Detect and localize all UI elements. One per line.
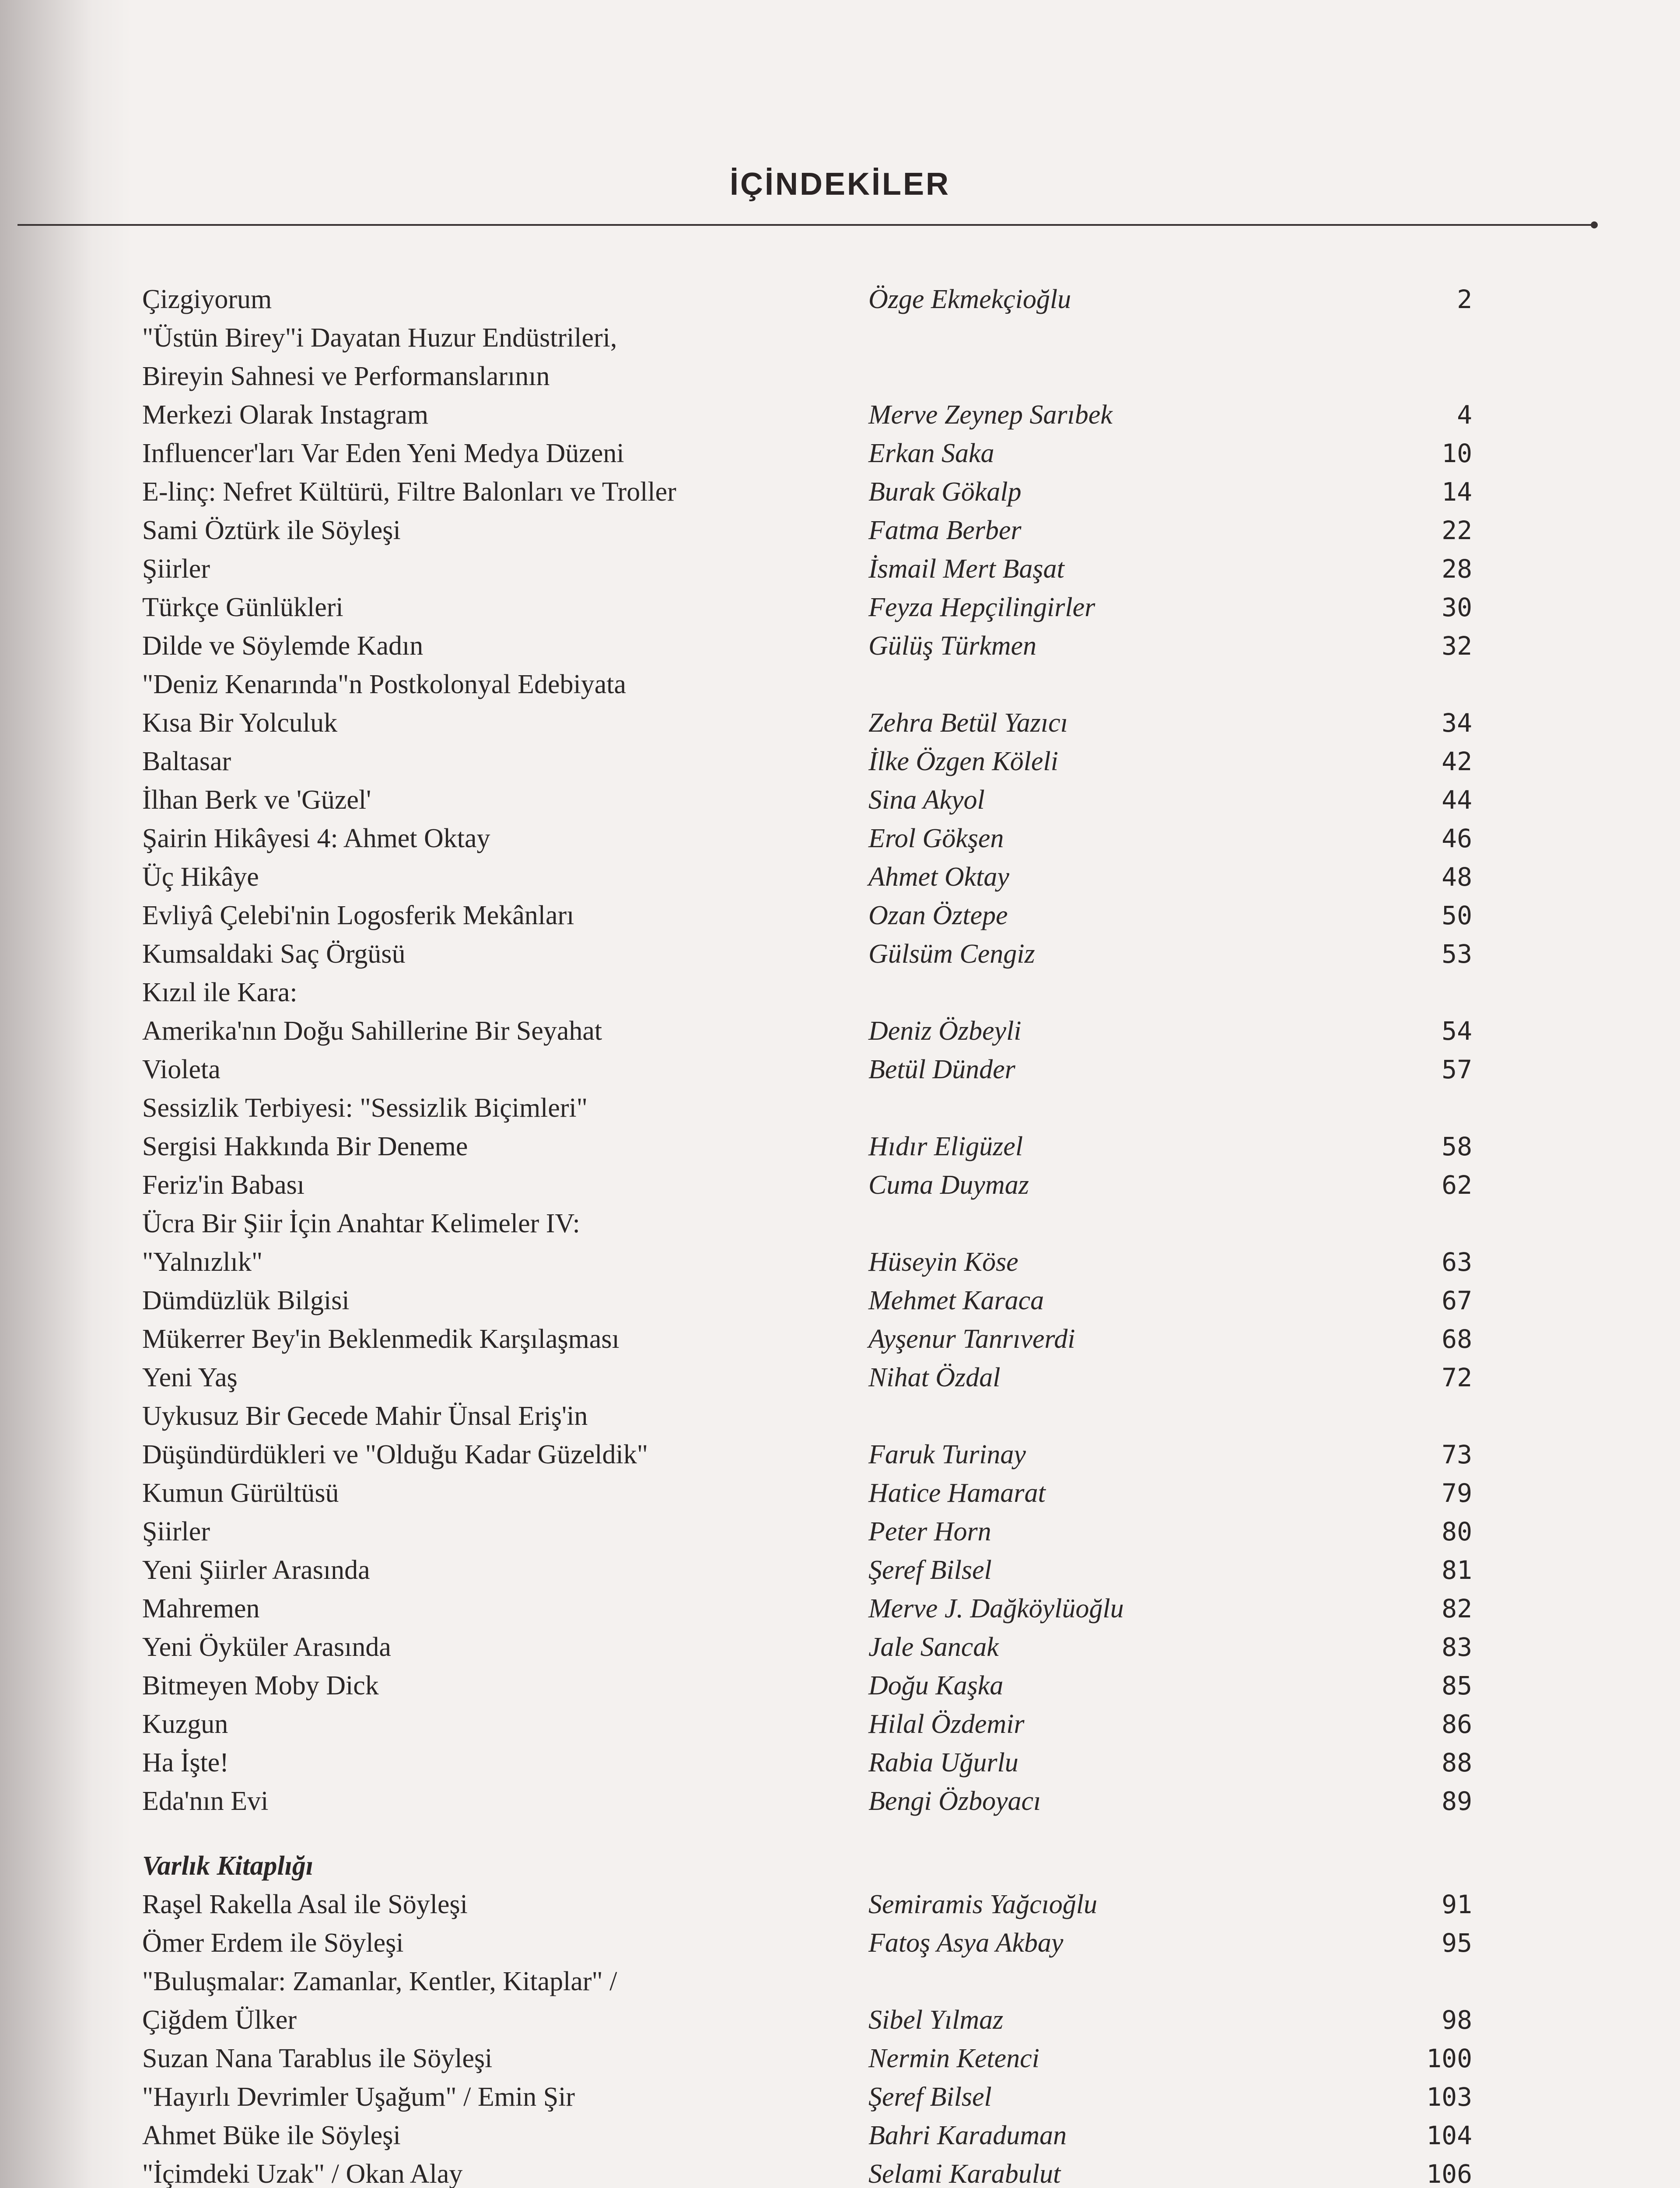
toc-entry [142, 1281, 1472, 1320]
entry-page-number: 79 [1442, 1478, 1472, 1508]
entry-page-number: 103 [1426, 2082, 1472, 2112]
entry-title: E-linç: Nefret Kültürü, Filtre Balonları ve Troller [142, 477, 676, 507]
entry-title: Eda'nın Evi [142, 1786, 269, 1816]
toc-entry [142, 1628, 1472, 1666]
entry-author: Zehra Betül Yazıcı [868, 708, 1068, 738]
entry-author: Semiramis Yağcıoğlu [868, 1890, 1098, 1919]
toc-entry [142, 2078, 1472, 2116]
toc-entry [142, 1782, 1472, 1820]
toc-entry [142, 627, 1472, 665]
entry-author: Sibel Yılmaz [868, 2005, 1004, 2035]
toc-entry [142, 1127, 1472, 1166]
entry-title: Suzan Nana Tarablus ile Söyleşi [142, 2044, 493, 2073]
entry-page-number: 100 [1426, 2044, 1472, 2073]
entry-title: Ha İşte! [142, 1748, 229, 1778]
toc-entry [142, 858, 1472, 896]
toc-entry [142, 1589, 1472, 1628]
entry-author: Erkan Saka [868, 438, 994, 468]
entry-page-number: 88 [1442, 1748, 1472, 1778]
entry-author: Cuma Duymaz [868, 1170, 1029, 1200]
toc-entry [142, 550, 1472, 588]
title-divider [18, 224, 1592, 226]
entry-title: "İçimdeki Uzak" / Okan Alay [142, 2159, 463, 2188]
entry-author: Ozan Öztepe [868, 901, 1008, 930]
entry-author: Rabia Uğurlu [868, 1748, 1018, 1778]
toc-entry [142, 2116, 1472, 2155]
toc-entry [142, 781, 1472, 819]
entry-page-number: 89 [1442, 1786, 1472, 1816]
toc-entry [142, 1243, 1472, 1281]
toc-entry [142, 1705, 1472, 1743]
toc-entry [142, 935, 1472, 973]
entry-title: Şiirler [142, 554, 210, 584]
entry-title: Yeni Yaş [142, 1363, 238, 1392]
entry-page-number: 86 [1442, 1709, 1472, 1739]
toc-entry [142, 1924, 1472, 1962]
entry-author: Fatma Berber [868, 515, 1022, 545]
entry-title: Baltasar [142, 747, 231, 776]
toc-entry [142, 396, 1472, 434]
entry-title: Merkezi Olarak Instagram [142, 400, 429, 430]
entry-author: İsmail Mert Başat [868, 554, 1064, 584]
entry-page-number: 80 [1442, 1517, 1472, 1546]
entry-page-number: 2 [1457, 284, 1472, 314]
entry-title: "Yalnızlık" [142, 1247, 263, 1277]
toc-entry [142, 1962, 1472, 2001]
toc-entry [142, 473, 1472, 511]
entry-title: İlhan Berk ve 'Güzel' [142, 785, 371, 815]
entry-page-number: 4 [1457, 400, 1472, 430]
entry-title: "Buluşmalar: Zamanlar, Kentler, Kitaplar" / [142, 1967, 617, 1996]
toc-entry [142, 1666, 1472, 1705]
entry-author: Şeref Bilsel [868, 1555, 992, 1585]
table-of-contents [142, 280, 1472, 2188]
entry-title: Düşündürdükleri ve "Olduğu Kadar Güzeldik" [142, 1440, 648, 1469]
entry-title: Mahremen [142, 1594, 260, 1623]
toc-entry [142, 1885, 1472, 1924]
toc-entry [142, 357, 1472, 396]
entry-title: Şairin Hikâyesi 4: Ahmet Oktay [142, 824, 490, 853]
entry-author: Merve J. Dağköylüoğlu [868, 1594, 1124, 1623]
entry-page-number: 44 [1442, 785, 1472, 815]
entry-title: Ücra Bir Şiir İçin Anahtar Kelimeler IV: [142, 1209, 580, 1238]
entry-author: Erol Gökşen [868, 824, 1004, 853]
entry-page-number: 22 [1442, 515, 1472, 545]
entry-title: Kısa Bir Yolculuk [142, 708, 338, 738]
entry-author: Bengi Özboyacı [868, 1786, 1041, 1816]
entry-title: Üç Hikâye [142, 862, 259, 892]
entry-author: Ahmet Oktay [868, 862, 1009, 892]
entry-author: Gülüş Türkmen [868, 631, 1037, 661]
toc-entry [142, 434, 1472, 473]
toc-entry [142, 280, 1472, 319]
entry-author: Şeref Bilsel [868, 2082, 992, 2112]
entry-page-number: 34 [1442, 708, 1472, 738]
entry-page-number: 85 [1442, 1671, 1472, 1701]
entry-title: Ömer Erdem ile Söyleşi [142, 1928, 404, 1958]
entry-author: Hüseyin Köse [868, 1247, 1018, 1277]
section-header [142, 1820, 1472, 1885]
toc-entry [142, 1358, 1472, 1397]
entry-title: Şiirler [142, 1517, 210, 1546]
entry-author: Feyza Hepçilingirler [868, 593, 1096, 622]
entry-title: Influencer'ları Var Eden Yeni Medya Düzeni [142, 438, 624, 468]
entry-author: Deniz Özbeyli [868, 1016, 1022, 1046]
entry-title: Sergisi Hakkında Bir Deneme [142, 1132, 468, 1161]
entry-page-number: 62 [1442, 1170, 1472, 1200]
toc-entry [142, 704, 1472, 742]
entry-title: Ahmet Büke ile Söyleşi [142, 2121, 401, 2150]
entry-title: Kumun Gürültüsü [142, 1478, 339, 1508]
entry-page-number: 63 [1442, 1247, 1472, 1277]
entry-author: Fatoş Asya Akbay [868, 1928, 1064, 1958]
toc-entry [142, 1743, 1472, 1782]
toc-entry [142, 1512, 1472, 1551]
entry-page-number: 58 [1442, 1132, 1472, 1161]
entry-title: Sessizlik Terbiyesi: "Sessizlik Biçimleri" [142, 1093, 588, 1123]
page-gutter-shadow [0, 0, 131, 2188]
entry-title: Bireyin Sahnesi ve Performanslarının [142, 361, 550, 391]
entry-title: "Deniz Kenarında"n Postkolonyal Edebiyata [142, 670, 626, 699]
entry-title: Mükerrer Bey'in Beklenmedik Karşılaşması [142, 1324, 620, 1354]
toc-entry [142, 1474, 1472, 1512]
entry-title: Uykusuz Bir Gecede Mahir Ünsal Eriş'in [142, 1401, 588, 1431]
entry-page-number: 46 [1442, 824, 1472, 853]
entry-page-number: 91 [1442, 1890, 1472, 1919]
entry-title: Dilde ve Söylemde Kadın [142, 631, 424, 661]
entry-title: Kuzgun [142, 1709, 228, 1739]
toc-entry [142, 1050, 1472, 1089]
entry-page-number: 53 [1442, 939, 1472, 969]
entry-title: "Üstün Birey"i Dayatan Huzur Endüstrileri, [142, 323, 617, 353]
entry-page-number: 106 [1426, 2159, 1472, 2188]
entry-page-number: 82 [1442, 1594, 1472, 1623]
entry-page-number: 48 [1442, 862, 1472, 892]
toc-entry [142, 1551, 1472, 1589]
entry-page-number: 10 [1442, 438, 1472, 468]
entry-page-number: 50 [1442, 901, 1472, 930]
entry-title: Feriz'in Babası [142, 1170, 305, 1200]
entry-author: Betül Dünder [868, 1055, 1015, 1084]
entry-page-number: 30 [1442, 593, 1472, 622]
entry-title: "Hayırlı Devrimler Uşağum" / Emin Şir [142, 2082, 575, 2112]
entry-page-number: 72 [1442, 1363, 1472, 1392]
section-title: Varlık Kitaplığı [142, 1851, 314, 1881]
toc-entry [142, 973, 1472, 1012]
entry-author: Sina Akyol [868, 785, 985, 815]
entry-title: Çizgiyorum [142, 284, 272, 314]
toc-entry [142, 511, 1472, 550]
entry-page-number: 95 [1442, 1928, 1472, 1958]
entry-title: Evliyâ Çelebi'nin Logosferik Mekânları [142, 901, 574, 930]
entry-page-number: 104 [1426, 2121, 1472, 2150]
entry-author: Hatice Hamarat [868, 1478, 1046, 1508]
entry-title: Kumsaldaki Saç Örgüsü [142, 939, 406, 969]
entry-author: Nermin Ketenci [868, 2044, 1040, 2073]
entry-author: Jale Sancak [868, 1632, 999, 1662]
entry-title: Yeni Şiirler Arasında [142, 1555, 370, 1585]
entry-author: Selami Karabulut [868, 2159, 1061, 2188]
toc-entry [142, 1320, 1472, 1358]
entry-author: Gülsüm Cengiz [868, 939, 1035, 969]
entry-title: Kızıl ile Kara: [142, 978, 298, 1007]
entry-title: Yeni Öyküler Arasında [142, 1632, 391, 1662]
toc-entry [142, 665, 1472, 704]
entry-author: Özge Ekmekçioğlu [868, 284, 1071, 314]
title-divider-dot [1591, 221, 1598, 228]
entry-author: Mehmet Karaca [868, 1286, 1044, 1315]
entry-page-number: 73 [1442, 1440, 1472, 1469]
page-title: İÇİNDEKİLER [729, 167, 951, 202]
entry-author: Burak Gökalp [868, 477, 1022, 507]
toc-entry [142, 896, 1472, 935]
entry-title: Sami Öztürk ile Söyleşi [142, 515, 401, 545]
entry-page-number: 83 [1442, 1632, 1472, 1662]
toc-entry [142, 588, 1472, 627]
entry-page-number: 32 [1442, 631, 1472, 661]
entry-page-number: 42 [1442, 747, 1472, 776]
entry-author: Nihat Özdal [868, 1363, 1001, 1392]
toc-entry [142, 1166, 1472, 1204]
entry-author: Doğu Kaşka [868, 1671, 1004, 1701]
entry-title: Çiğdem Ülker [142, 2005, 297, 2035]
entry-page-number: 67 [1442, 1286, 1472, 1315]
entry-title: Türkçe Günlükleri [142, 593, 343, 622]
entry-author: İlke Özgen Köleli [868, 747, 1058, 776]
entry-title: Bitmeyen Moby Dick [142, 1671, 379, 1701]
entry-title: Amerika'nın Doğu Sahillerine Bir Seyahat [142, 1016, 602, 1046]
entry-title: Violeta [142, 1055, 220, 1084]
entry-author: Ayşenur Tanrıverdi [868, 1324, 1075, 1354]
entry-page-number: 68 [1442, 1324, 1472, 1354]
entry-author: Merve Zeynep Sarıbek [868, 400, 1113, 430]
entry-author: Hıdır Eligüzel [868, 1132, 1023, 1161]
toc-entry [142, 1435, 1472, 1474]
entry-page-number: 98 [1442, 2005, 1472, 2035]
entry-author: Faruk Turinay [868, 1440, 1026, 1469]
entry-page-number: 54 [1442, 1016, 1472, 1046]
toc-entry [142, 742, 1472, 781]
entry-page-number: 28 [1442, 554, 1472, 584]
toc-entry [142, 1012, 1472, 1050]
entry-title: Dümdüzlük Bilgisi [142, 1286, 350, 1315]
entry-author: Peter Horn [868, 1517, 991, 1546]
toc-entry [142, 319, 1472, 357]
toc-entry [142, 1204, 1472, 1243]
toc-entry [142, 1089, 1472, 1127]
toc-entry [142, 1397, 1472, 1435]
entry-page-number: 81 [1442, 1555, 1472, 1585]
entry-page-number: 57 [1442, 1055, 1472, 1084]
toc-entry [142, 2001, 1472, 2039]
toc-entry [142, 819, 1472, 858]
entry-title: Raşel Rakella Asal ile Söyleşi [142, 1890, 468, 1919]
toc-entry [142, 2039, 1472, 2078]
entry-author: Bahri Karaduman [868, 2121, 1067, 2150]
entry-author: Hilal Özdemir [868, 1709, 1025, 1739]
entry-page-number: 14 [1442, 477, 1472, 507]
toc-entry [142, 2155, 1472, 2188]
